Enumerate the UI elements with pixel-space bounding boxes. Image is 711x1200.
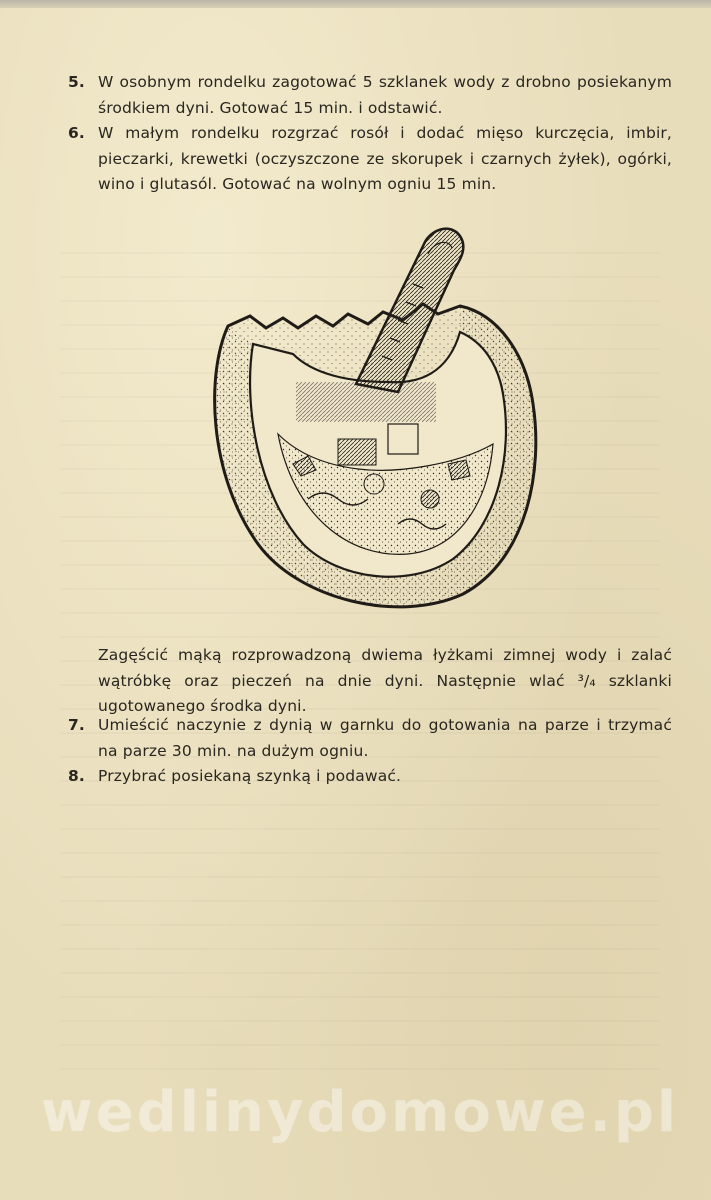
steps-bottom <box>68 713 672 790</box>
step-text: Umieścić naczynie z dynią w garnku do gotowania na parze i trzymać na parze 30 min. na dużym ogniu. <box>98 716 672 760</box>
step-8 <box>68 764 672 790</box>
continuation-block <box>68 643 672 720</box>
step-number: 5. <box>68 73 85 91</box>
step-number: 8. <box>68 767 85 785</box>
step-text: W osobnym rondelku zagotować 5 szklanek wody z drobno posiekanym środkiem dyni. Gotować 15 min. i odstawić. <box>98 73 672 117</box>
step-text: W małym rondelku rozgrzać rosół i dodać mięso kurczęcia, imbir, pieczarki, krewetki (oczyszczone ze skorupek i czarnych żyłek), ogórki, wino i glutasól. Gotować na wolnym ogniu 15 min. <box>98 124 672 193</box>
step-7 <box>68 713 672 764</box>
page-top-edge <box>0 0 711 8</box>
step-6 <box>68 121 672 198</box>
steps-top <box>68 70 672 198</box>
step-text: Przybrać posiekaną szynką i podawać. <box>98 767 402 785</box>
continuation-text: Zagęścić mąką rozprowadzoną dwiema łyżkami zimnej wody i zalać wątróbkę oraz pieczeń na dnie dyni. Następnie wlać ³/₄ szklanki ugotowanego środka dyni. <box>98 646 672 715</box>
watermark: wedlinydomowe.pl <box>40 1080 680 1145</box>
step-5 <box>68 70 672 121</box>
step-number: 6. <box>68 124 85 142</box>
stuffed-pumpkin-illustration <box>198 214 548 629</box>
step-number: 7. <box>68 716 85 734</box>
